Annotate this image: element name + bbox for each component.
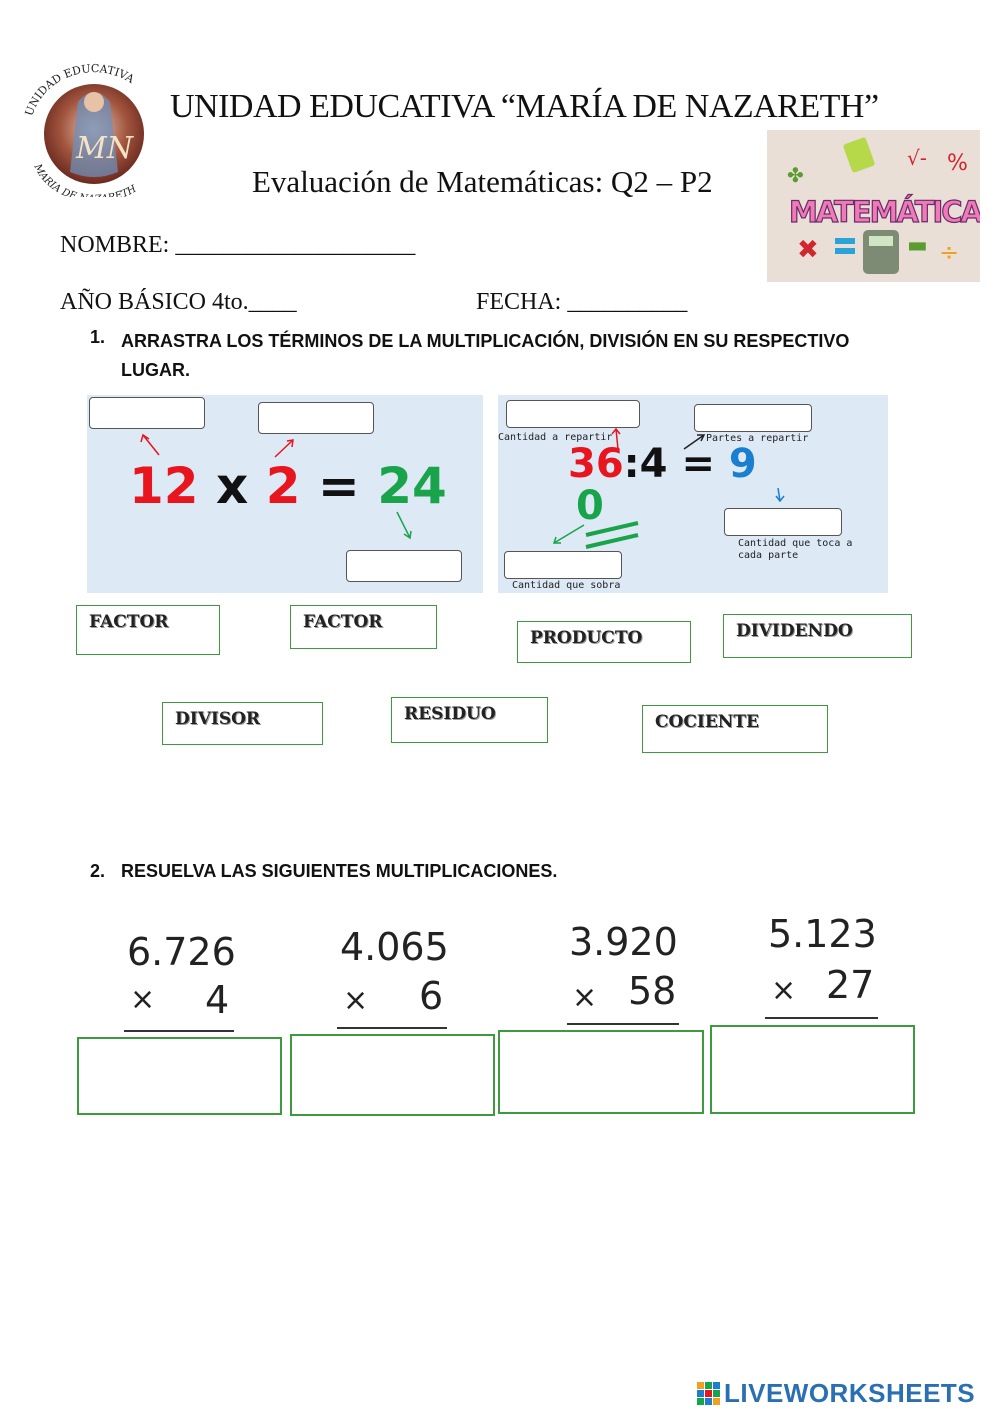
footer-brand[interactable] xyxy=(697,1378,975,1409)
division-arrows xyxy=(498,395,888,593)
svg-text:UNIDAD EDUCATIVA: UNIDAD EDUCATIVA xyxy=(22,62,137,118)
factor-a-value: 12 xyxy=(129,457,199,515)
svg-text:√-: √- xyxy=(907,146,927,170)
school-logo xyxy=(18,62,168,197)
svg-text:%: % xyxy=(947,151,968,176)
answer-box-4[interactable] xyxy=(710,1025,915,1114)
math-illustration xyxy=(767,130,980,282)
problem-1-line xyxy=(124,1030,234,1032)
question-1-text: ARRASTRA LOS TÉRMINOS DE LA MULTIPLICACIÓN, DIVISIÓN EN SU RESPECTIVO LUGAR. xyxy=(121,331,850,380)
problem-2-bottom: 6 xyxy=(419,974,444,1018)
question-2-number: 2. xyxy=(90,861,106,881)
term-factor-2[interactable]: FACTOR xyxy=(290,605,437,649)
label-dividend: Cantidad a repartir xyxy=(498,432,613,443)
problem-4-top: 5.123 xyxy=(768,912,877,956)
liveworksheets-logo-icon xyxy=(697,1382,721,1406)
svg-text:▬: ▬ xyxy=(907,233,928,258)
problem-3-sign: × xyxy=(572,980,598,1015)
problem-1-top: 6.726 xyxy=(127,930,236,974)
problem-3-bottom: 58 xyxy=(628,969,677,1013)
division-sign: : xyxy=(623,441,640,487)
label-divisor: Partes a repartir xyxy=(706,433,809,444)
svg-text:✤: ✤ xyxy=(787,163,804,187)
divisor-value: 4 xyxy=(639,441,668,487)
term-dividend[interactable]: DIVIDENDO xyxy=(723,614,912,658)
problem-2-sign: × xyxy=(343,983,369,1018)
problem-4-sign: × xyxy=(771,973,797,1008)
problem-3-line xyxy=(567,1023,679,1025)
times-sign: x xyxy=(216,457,249,515)
svg-text:÷: ÷ xyxy=(939,238,960,266)
year-field: AÑO BÁSICO 4to.____ xyxy=(60,289,297,315)
svg-text:✖: ✖ xyxy=(797,235,819,265)
label-remainder: Cantidad que sobra xyxy=(512,580,621,591)
answer-box-2[interactable] xyxy=(290,1034,495,1116)
equals-sign: = xyxy=(317,457,360,515)
problem-1-bottom: 4 xyxy=(205,978,230,1022)
svg-text:MARIA DE NAZARETH: MARIA DE ETH xyxy=(31,162,139,197)
term-quotient[interactable]: COCIENTE xyxy=(642,705,828,753)
question-2-text: RESUELVA LAS SIGUIENTES MULTIPLICACIONES. xyxy=(121,861,558,881)
problem-4-bottom: 27 xyxy=(826,963,875,1007)
remainder-value: 0 xyxy=(576,483,604,529)
problem-2-line xyxy=(337,1027,447,1029)
problem-2-top: 4.065 xyxy=(340,925,449,969)
name-field: NOMBRE: ____________________ xyxy=(60,232,416,258)
multiplication-panel xyxy=(87,395,483,593)
problem-1-sign: × xyxy=(130,982,156,1017)
factor-b-value: 2 xyxy=(265,457,301,515)
product-value: 24 xyxy=(377,457,447,515)
school-name: UNIDAD EDUCATIVA “MARÍA DE NAZARETH” xyxy=(170,88,879,125)
problem-4-line xyxy=(765,1017,878,1019)
logo-monogram: MN xyxy=(76,131,133,166)
term-divisor[interactable]: DIVISOR xyxy=(162,702,323,745)
footer-brand-text: LIVEWORKSHEETS xyxy=(724,1378,976,1408)
term-factor-1[interactable]: FACTOR xyxy=(76,605,220,655)
quotient-value: 9 xyxy=(728,441,757,487)
division-equals-sign: = xyxy=(681,441,715,487)
svg-text:MATEMÁTICAS: MATEMÁTICAS xyxy=(789,195,980,229)
evaluation-title: Evaluación de Matemáticas: Q2 – P2 xyxy=(252,164,713,199)
date-field: FECHA: __________ xyxy=(476,289,688,315)
problem-3-top: 3.920 xyxy=(569,920,678,964)
question-1-number: 1. xyxy=(90,327,106,347)
term-residue[interactable]: RESIDUO xyxy=(391,697,548,743)
term-product[interactable]: PRODUCTO xyxy=(517,621,691,663)
label-quotient-line-2: cada parte xyxy=(738,550,799,561)
answer-box-1[interactable] xyxy=(77,1037,282,1115)
answer-box-3[interactable] xyxy=(498,1030,704,1114)
label-quotient-line-1: Cantidad que toca a xyxy=(738,538,853,549)
dividend-value: 36 xyxy=(568,441,624,487)
division-panel xyxy=(498,395,888,593)
